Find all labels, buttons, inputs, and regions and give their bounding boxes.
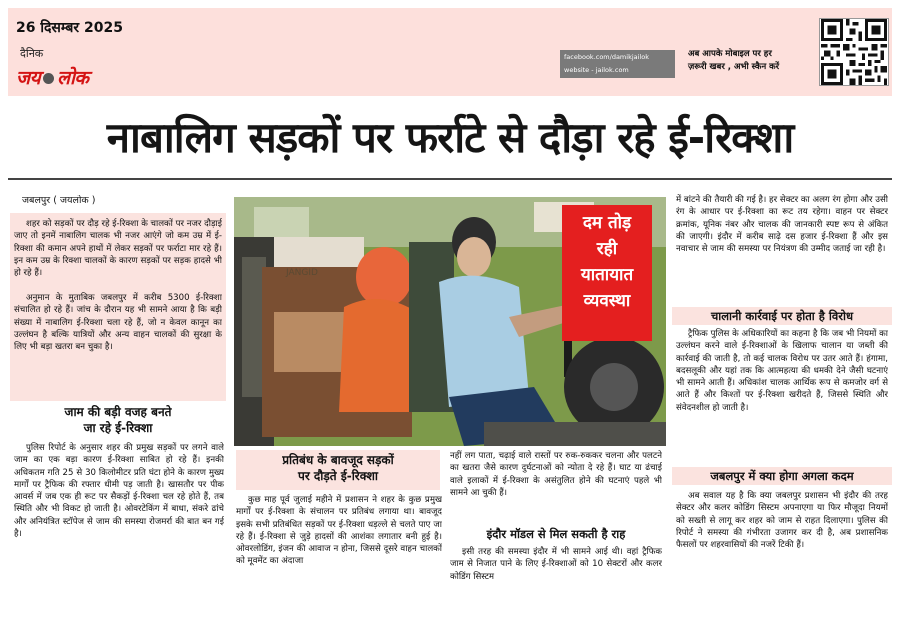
col3-subhead: इंदौर मॉडल से मिल सकती है राह xyxy=(486,527,626,541)
col2-subhead-line-1: प्रतिबंध के बावजूद सड़कों xyxy=(282,453,394,467)
edition-label: दैनिक xyxy=(20,47,44,60)
newspaper-logo xyxy=(16,64,89,90)
col1-subhead xyxy=(10,404,226,436)
issue-date: 26 दिसम्बर 2025 xyxy=(16,20,123,36)
logo-text-left: जय xyxy=(16,67,41,89)
col4-subhead-2: जबलपुर में क्या होगा अगला कदम xyxy=(710,469,854,483)
callout-line-3: यातायात xyxy=(580,265,634,285)
promo-line-1: अब आपके मोबाइल पर हर xyxy=(688,49,772,59)
col1-subhead-line-2: जा रहे ई-रिक्शा xyxy=(83,421,153,435)
callout-line-4: व्यवस्था xyxy=(583,291,631,311)
main-headline: नाबालिग सड़कों पर फर्राटे से दौड़ा रहे ई-रिक्शा xyxy=(106,113,794,162)
col3-body-top: नहीं लग पाता, चढ़ाई वाले रास्तों पर रुक-रुककर चलना और पलटने का खतरा जैसे कारण दुर्घटनाओं को न्योता दे रहे हैं। घाट या ढंचाई वाले इलाकों में ई-रिक्शा के असंतुलित होने की घटनाएं पहले भी सामने आ चुकी हैं। xyxy=(450,451,662,498)
col2-subhead-line-2: पर दौड़ते ई-रिक्शा xyxy=(298,469,378,483)
callout-line-1: दम तोड़ xyxy=(582,213,632,233)
vehicle-label: JANGID xyxy=(286,268,318,278)
col1-intro-p2: अनुमान के मुताबिक जबलपुर में करीब 5300 ई-रिक्शा संचालित हो रहे हैं। जांच के दौरान यह भी सामने आया है कि बड़ी संख्या में नाबालिग ई-रिक्शा चला रहे हैं, जो न केवल कानून का उल्लंघन है बल्कि यात्रियों और अन्य वाहन चालकों की सुरक्षा के लिए भी बड़ा खतरा बन चुका है। xyxy=(14,293,222,353)
facebook-link[interactable]: facebook.com/damikjailok xyxy=(564,53,649,61)
col4-body-top: में बांटने की तैयारी की गई है। हर सेक्टर का अलग रंग होगा और उसी रंग के आधार पर ई-रिक्शा का रूट तय रहेगा। वाहन पर सेक्टर क्रमांक, यूनिक नंबर और चालक की जानकारी स्पष्ट रूप से अंकित की जाएगी। इंदौर में करीब साढ़े दस हजार ई-रिक्शा हैं और इस नवाचार से जाम की समस्या पर नियंत्रण की उम्मीद जताई जा रही है। xyxy=(676,195,888,255)
logo-text-right: लोक xyxy=(57,67,89,89)
col2-subhead xyxy=(236,452,440,484)
col1-body: पुलिस रिपोर्ट के अनुसार शहर की प्रमुख सड़कों पर लगने वाले जाम का एक बड़ा कारण ई-रिक्शा साबित हो रहे हैं। इनकी अधिकतम गति 25 से 30 किलोमीटर प्रति घंटा होने के कारण मुख्य मार्गों पर ट्रैफिक की रफ्तार धीमी पड़ जाती है। खासतौर पर पीक आवर्स में जब एक ही रूट पर सैकड़ों ई-रिक्शा चल रहे होते हैं, तब स्थिति और भी विकट हो जाती है। ओवरटेकिंग में बाधा, संकरे ढांचे और अनियंत्रित स्टॉपेज से जाम की समस्या रोजमर्रा की बात बन गई है। xyxy=(14,443,224,540)
col3-body: इसी तरह की समस्या इंदौर में भी सामने आई थी। वहां ट्रैफिक जाम से निजात पाने के लिए ई-रिक्शाओं को 10 सेक्टरों और कलर कोडिंग सिस्टम xyxy=(450,547,662,582)
masthead xyxy=(8,8,892,96)
col1-intro-p1: शहर को सड़कों पर दौड़ रहे ई-रिक्शा के चालकों पर नजर दौड़ाई जाए तो इनमें नाबालिग चालक भी नजर आएंगे जो कम उम्र में ई-रिक्शा की कमान अपने हाथों में लेकर सड़कों पर फर्राटा मार रहे हैं। इन कम उम्र के रिक्शा चालकों के कारण सड़कों पर सड़क हादसे भी हो रहे हैं। xyxy=(14,219,222,279)
website-link[interactable]: website - jailok.com xyxy=(564,66,629,74)
qr-code-icon[interactable] xyxy=(819,18,889,86)
col4-subhead-1: चालानी कार्रवाई पर होता है विरोध xyxy=(710,309,854,323)
social-links xyxy=(560,50,675,78)
col4-body-mid: ट्रैफिक पुलिस के अधिकारियों का कहना है कि जब भी नियमों का उल्लंघन करने वाले ई-रिक्शाओं के खिलाफ चालान या जब्ती की कार्रवाई की जाती है, तो कई चालक विरोध पर उतर आते हैं। हंगामा, बदसलूकी और यहां तक कि आत्महत्या की धमकी देने जैसी घटनाएं भी सामने आती हैं। अधिकांश चालक आर्थिक रूप से कमजोर वर्ग से आते हैं और किश्तों पर ई-रिक्शा खरीदते हैं, जिससे स्थिति और संवेदनशील हो जाती है। xyxy=(676,329,888,413)
col2-body: कुछ माह पूर्व जुलाई महीने में प्रशासन ने शहर के कुछ प्रमुख मार्गों पर ई-रिक्शा के संचालन पर प्रतिबंध लगाया था। बावजूद इसके सभी प्रतिबंधित सड़कों पर ई-रिक्शा धड़ल्ले से चलते पाए जा रहे हैं। ई-रिक्शा से जुड़े हादसों की आशंका लगातार बनी हुई है। ओवरलोडिंग, इंजन की आवाज न होना, जिससे दूसरे वाहन चालकों को मूवमेंट का अंदाजा xyxy=(236,495,442,567)
col4-body-bottom: अब सवाल यह है कि क्या जबलपुर प्रशासन भी इंदौर की तरह सेक्टर और कलर कोडिंग सिस्टम अपनाएगा या फिर मौजूदा नियमों को सख्ती से लागू कर शहर को जाम से राहत दिलाएगा। पुलिस की रिपोर्ट ने समस्या की गंभीरता उजागर कर दी है, अब प्रशासनिक फैसलों पर शहरवासियों की नजरें टिकी हैं। xyxy=(676,491,888,551)
promo-line-2: ज़रूरी खबर , अभी स्कैन करें xyxy=(688,62,780,72)
scan-promo xyxy=(688,48,813,74)
callout-line-2: रही xyxy=(596,239,618,259)
globe-icon xyxy=(43,73,54,84)
dateline: जबलपुर ( जयलोक ) xyxy=(22,195,96,206)
photo-callout xyxy=(562,205,652,341)
col1-subhead-line-1: जाम की बड़ी वजह बनते xyxy=(64,405,172,419)
headline-rule xyxy=(8,178,892,180)
